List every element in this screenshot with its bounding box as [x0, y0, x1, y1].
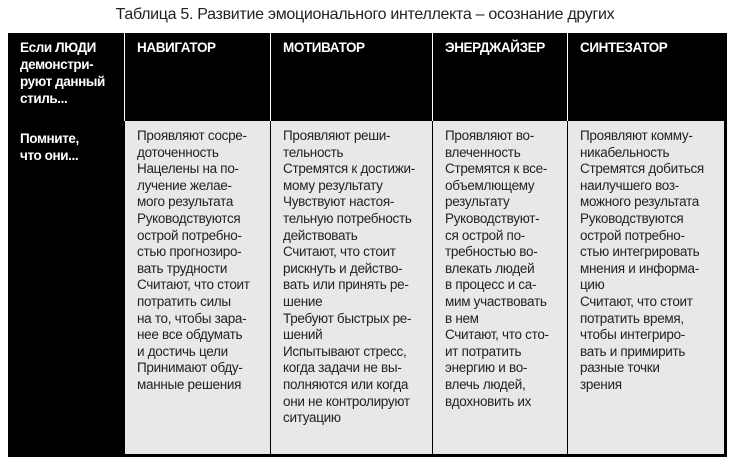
cell-navigator: Проявляют сосре- доточенность Нацелены на по- лучение желае- мого результата Руководствуются острой потребно- стью прогнозиро- вать трудности Считают, что стоит потратить силы на то, чтобы зара- нее все обдумать и достичь цели Принимают обду- манные решения — [125, 121, 270, 454]
column-header-synthesizer: СИНТЕЗАТОР — [580, 40, 668, 55]
row-label-cell: Помните, что они... — [20, 131, 79, 163]
column-header-energizer: ЭНЕРДЖАЙЗЕР — [445, 40, 545, 55]
styles-table — [8, 33, 727, 457]
cell-synthesizer: Проявляют комму- никабельность Стремятся добиться наилучшего воз- можного результата Руководствуются острой потребно- стью интегрировать мнения и информа- цию Считают, что стоит потратить время, чтобы интегриро- вать и примирить разные точки зрения — [568, 121, 724, 454]
cell-energizer: Проявляют во- влеченность Стремятся к все- объемлющему результату Руководствуют- ся острой по- требностью во- влекать людей в процесс и са- мим участвовать в нем Считают, что сто- ит потратить энергию и во- влечь людей, вдохновить их — [433, 121, 567, 454]
column-header-motivator: МОТИВАТОР — [283, 40, 365, 55]
row-header-cell: Если ЛЮДИ демонстри- руют данный стиль... — [20, 40, 105, 106]
column-header-navigator: НАВИГАТОР — [137, 40, 216, 55]
table-title: Таблица 5. Развитие эмоционального интеллекта – осознание других — [115, 6, 615, 23]
cell-motivator: Проявляют реши- тельность Стремятся к достижи- мому результату Чувствуют настоя- тельную потребность действовать Считают, что стоит рискнуть и действо- вать или принять ре- шение Требуют быстрых ре- шений Испытывают стресс, когда задачи не вы- полняются или когда они не контролируют ситуацию — [271, 121, 432, 454]
